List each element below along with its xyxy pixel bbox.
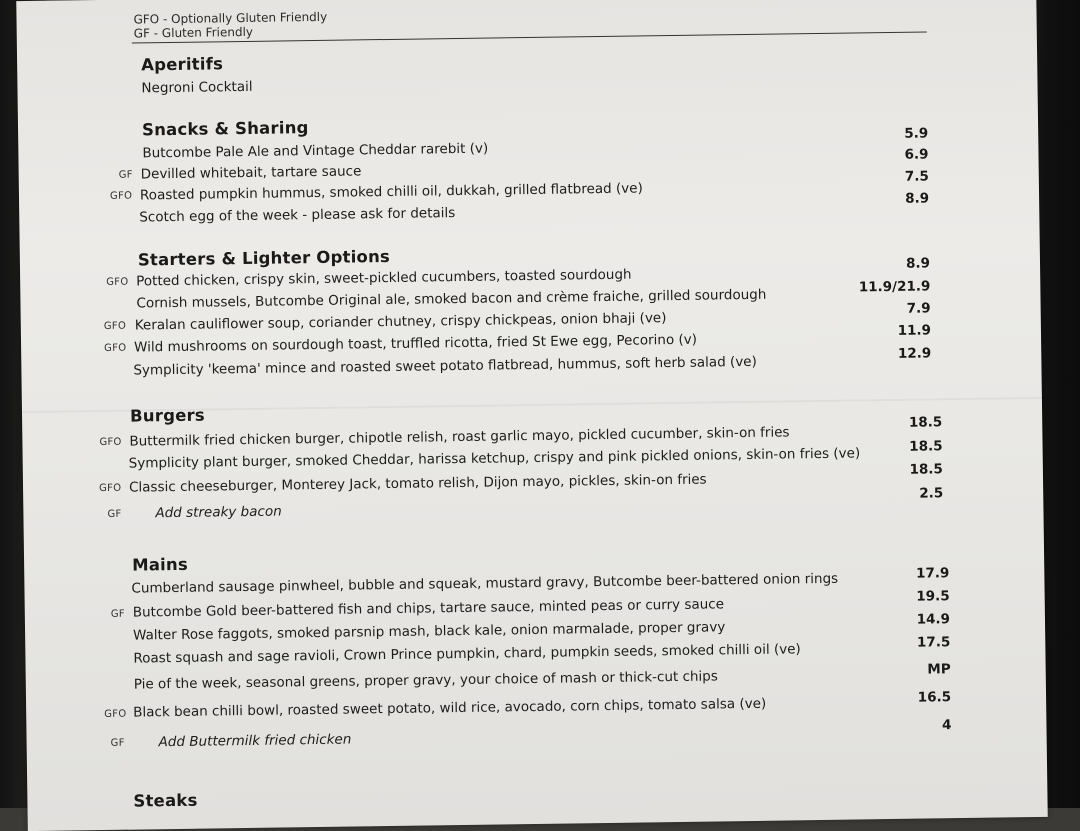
- menu-item-tag: GFO: [99, 436, 122, 449]
- menu-item-price: 4: [941, 717, 952, 734]
- menu-item-text: Butcombe Gold beer-battered fish and chips, tartare sauce, minted peas or curry sauce: [132, 596, 725, 621]
- menu-item-text: Black bean chilli bowl, roasted sweet potato, wild rice, avocado, corn chips, tomato salsa (ve): [133, 695, 767, 721]
- menu-item-text: Butcombe Pale Ale and Vintage Cheddar rarebit (v): [142, 140, 489, 162]
- menu-item-text: Symplicity plant burger, smoked Cheddar, harissa ketchup, crispy and pink pickled onions, skin-on fries (ve): [128, 445, 861, 472]
- menu-item-price: 18.5: [909, 438, 943, 455]
- menu-item-price: 18.5: [909, 461, 943, 478]
- legend-gf: GF - Gluten Friendly: [133, 24, 254, 41]
- menu-item-price: 11.9/21.9: [858, 278, 931, 296]
- menu-item-price: 19.5: [916, 588, 950, 605]
- menu-item-tag: GFO: [106, 276, 129, 288]
- menu-item-text: Roasted pumpkin hummus, smoked chilli oil, dukkah, grilled flatbread (ve): [139, 180, 643, 204]
- menu-item-text: Scotch egg of the week - please ask for details: [139, 205, 456, 226]
- section-title-burgers: Burgers: [129, 405, 206, 426]
- menu-item-text: Buttermilk fried chicken burger, chipotle relish, roast garlic mayo, pickled cucumber, skin-on fries: [129, 424, 790, 450]
- menu-item-tag: GFO: [104, 708, 127, 721]
- menu-item-tag: GFO: [109, 190, 133, 202]
- section-title-mains: Mains: [132, 554, 189, 575]
- menu-item-price: 6.9: [904, 146, 929, 163]
- menu-item-price: 18.5: [908, 414, 943, 431]
- menu-item-text: Keralan cauliflower soup, coriander chutney, crispy chickpeas, onion bhaji (ve): [134, 310, 667, 334]
- menu-item-price: 12.9: [897, 345, 932, 362]
- menu-item-price: 2.5: [919, 485, 944, 502]
- menu-item-text: Roast squash and sage ravioli, Crown Prince pumpkin, chard, pumpkin seeds, smoked chilli oil (ve): [133, 641, 801, 667]
- menu-item-text: Pie of the week, seasonal greens, proper gravy, your choice of mash or thick-cut chips: [133, 668, 718, 693]
- menu-item-price: 16.5: [917, 689, 952, 706]
- menu-item-price: MP: [927, 661, 951, 678]
- menu-item-text: Potted chicken, crispy skin, sweet-pickled cucumbers, toasted sourdough: [136, 266, 632, 290]
- menu-item-text: Add Buttermilk fried chicken: [158, 731, 352, 751]
- menu-page: [16, 0, 1047, 831]
- menu-item-text: Wild mushrooms on sourdough toast, truffled ricotta, fried St Ewe egg, Pecorino (v): [133, 331, 698, 356]
- menu-item-price: 17.5: [916, 634, 951, 651]
- menu-item-text: Cornish mussels, Butcombe Original ale, smoked bacon and crème fraiche, grilled sourdough: [136, 286, 767, 312]
- menu-item-text: Classic cheeseburger, Monterey Jack, tomato relish, Dijon mayo, pickles, skin-on fries: [128, 471, 707, 496]
- menu-item-tag: GFO: [98, 482, 122, 495]
- menu-item-tag: GF: [110, 608, 126, 620]
- legend-gfo: GFO - Optionally Gluten Friendly: [133, 9, 328, 27]
- menu-item-price: 11.9: [897, 322, 932, 339]
- section-title-starters: Starters & Lighter Options: [137, 246, 391, 270]
- menu-item-text: Add streaky bacon: [155, 503, 282, 522]
- menu-item-text: Symplicity 'keema' mince and roasted sweet potato flatbread, hummus, soft herb salad (ve): [133, 353, 757, 379]
- menu-item-tag: GFO: [104, 342, 127, 354]
- menu-item-price: 8.9: [905, 190, 930, 207]
- section-title-aperitifs: Aperitifs: [141, 54, 224, 75]
- menu-item-price: 17.9: [915, 565, 950, 582]
- menu-item-text: Walter Rose faggots, smoked parsnip mash, black kale, onion marmalade, proper gravy: [133, 619, 726, 644]
- menu-item-text: Devilled whitebait, tartare sauce: [140, 163, 362, 183]
- menu-item-text: Cumberland sausage pinwheel, bubble and squeak, mustard gravy, Butcombe beer-battered onion rings: [131, 570, 839, 597]
- section-title-steaks: Steaks: [133, 790, 198, 811]
- menu-item-tag: GFO: [103, 320, 127, 332]
- section-title-snacks: Snacks & Sharing: [141, 118, 309, 140]
- menu-item-tag: GF: [118, 169, 133, 181]
- menu-item-price: 14.9: [916, 611, 951, 628]
- menu-item-price: 8.9: [905, 255, 931, 272]
- menu-item-text: Negroni Cocktail: [141, 78, 253, 97]
- menu-item-price: 5.9: [904, 125, 929, 142]
- menu-item-tag: GF: [107, 508, 122, 520]
- menu-item-price: 7.9: [906, 300, 931, 317]
- menu-item-price: 7.5: [904, 168, 929, 185]
- menu-item-tag: GF: [110, 737, 125, 749]
